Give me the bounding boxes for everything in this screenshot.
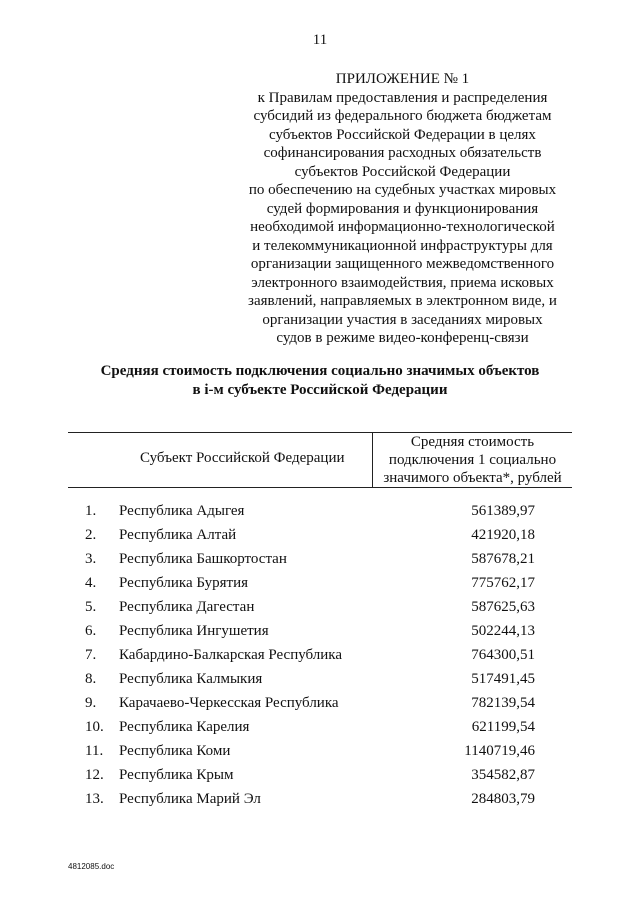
appendix-line: судов в режиме видео-конференц-связи xyxy=(276,330,529,346)
document-title-line2: в i-м субъекте Российской Федерации xyxy=(192,382,448,398)
row-number: 4. xyxy=(85,575,97,591)
table-header-cost-line: Средняя стоимость xyxy=(410,434,535,450)
appendix-line: организации участия в заседаниях мировых xyxy=(262,311,543,328)
appendix-block xyxy=(240,70,565,348)
row-number: 11. xyxy=(85,743,104,759)
row-cost: 1140719,46 xyxy=(464,743,535,759)
row-subject: Республика Крым xyxy=(119,767,234,783)
row-subject: Кабардино-Балкарская Республика xyxy=(119,647,343,663)
row-cost: 284803,79 xyxy=(471,791,535,807)
table-header-rule xyxy=(68,487,572,488)
table-header-cost-line: значимого объекта*, рублей xyxy=(383,470,562,486)
row-number: 10. xyxy=(85,719,104,735)
appendix-line: необходимой информационно-технологической xyxy=(250,219,555,235)
row-subject: Республика Коми xyxy=(119,743,231,759)
table-row xyxy=(0,526,640,550)
row-cost: 764300,51 xyxy=(471,647,535,663)
row-cost: 587678,21 xyxy=(471,551,535,567)
row-number: 12. xyxy=(85,767,104,783)
appendix-line: софинансирования расходных обязательств xyxy=(263,145,542,161)
row-subject: Республика Бурятия xyxy=(119,575,249,591)
table-row xyxy=(0,694,640,718)
row-number: 6. xyxy=(85,623,97,639)
appendix-title: ПРИЛОЖЕНИЕ № 1 xyxy=(335,71,470,87)
row-subject: Республика Башкортостан xyxy=(119,551,287,567)
row-subject: Республика Карелия xyxy=(119,719,250,735)
row-subject: Республика Калмыкия xyxy=(119,671,263,687)
document-title-line1: Средняя стоимость подключения социально значимых объектов xyxy=(100,363,540,379)
row-subject: Карачаево-Черкесская Республика xyxy=(119,695,339,711)
row-cost: 421920,18 xyxy=(471,527,535,543)
row-cost: 502244,13 xyxy=(471,623,535,639)
table-row xyxy=(0,646,640,670)
table-row xyxy=(0,502,640,526)
row-number: 9. xyxy=(85,695,97,711)
row-cost: 587625,63 xyxy=(471,599,535,615)
table-header-subject: Субъект Российской Федерации xyxy=(140,450,345,466)
row-cost: 517491,45 xyxy=(471,671,535,687)
appendix-line: субъектов Российской Федерации xyxy=(294,163,511,180)
table-row xyxy=(0,670,640,694)
row-subject: Республика Марий Эл xyxy=(119,791,261,807)
row-number: 5. xyxy=(85,599,97,615)
appendix-line: заявлений, направляемых в электронном виде, и xyxy=(248,293,557,309)
page-number: 11 xyxy=(312,32,328,48)
row-number: 7. xyxy=(85,647,97,663)
appendix-line: субъектов Российской Федерации в целях xyxy=(269,126,536,143)
row-number: 13. xyxy=(85,791,104,807)
row-cost: 561389,97 xyxy=(471,503,535,519)
table-row xyxy=(0,550,640,574)
document-title xyxy=(0,362,640,400)
footer-file-code: 4812085.doc xyxy=(68,862,115,871)
table-row xyxy=(0,598,640,622)
appendix-line: по обеспечению на судебных участках мировых xyxy=(248,182,557,198)
row-number: 2. xyxy=(85,527,97,543)
appendix-line: судей формирования и функционирования xyxy=(266,200,539,217)
row-subject: Республика Ингушетия xyxy=(119,623,269,639)
table-row xyxy=(0,766,640,790)
row-cost: 354582,87 xyxy=(471,767,535,783)
table-body xyxy=(0,502,640,814)
table-row xyxy=(0,622,640,646)
row-subject: Республика Адыгея xyxy=(119,503,245,519)
table-row xyxy=(0,790,640,814)
appendix-line: к Правилам предоставления и распределения xyxy=(257,89,548,106)
row-subject: Республика Алтай xyxy=(119,527,237,543)
row-number: 1. xyxy=(85,503,97,519)
table-row xyxy=(0,574,640,598)
appendix-line: субсидий из федерального бюджета бюджетам xyxy=(253,108,552,124)
table-header-cost xyxy=(373,433,572,487)
row-number: 8. xyxy=(85,671,97,687)
row-cost: 775762,17 xyxy=(471,575,535,591)
row-number: 3. xyxy=(85,551,97,567)
row-cost: 782139,54 xyxy=(471,695,535,711)
row-subject: Республика Дагестан xyxy=(119,599,255,615)
table-row xyxy=(0,742,640,766)
appendix-line: электронного взаимодействия, приема исковых xyxy=(251,274,554,291)
row-cost: 621199,54 xyxy=(471,719,535,735)
table-header-cost-line: подключения 1 социально xyxy=(388,452,557,468)
appendix-line: и телекоммуникационной инфраструктуры для xyxy=(252,237,553,254)
appendix-line: организации защищенного межведомственного xyxy=(250,256,555,272)
table-row xyxy=(0,718,640,742)
